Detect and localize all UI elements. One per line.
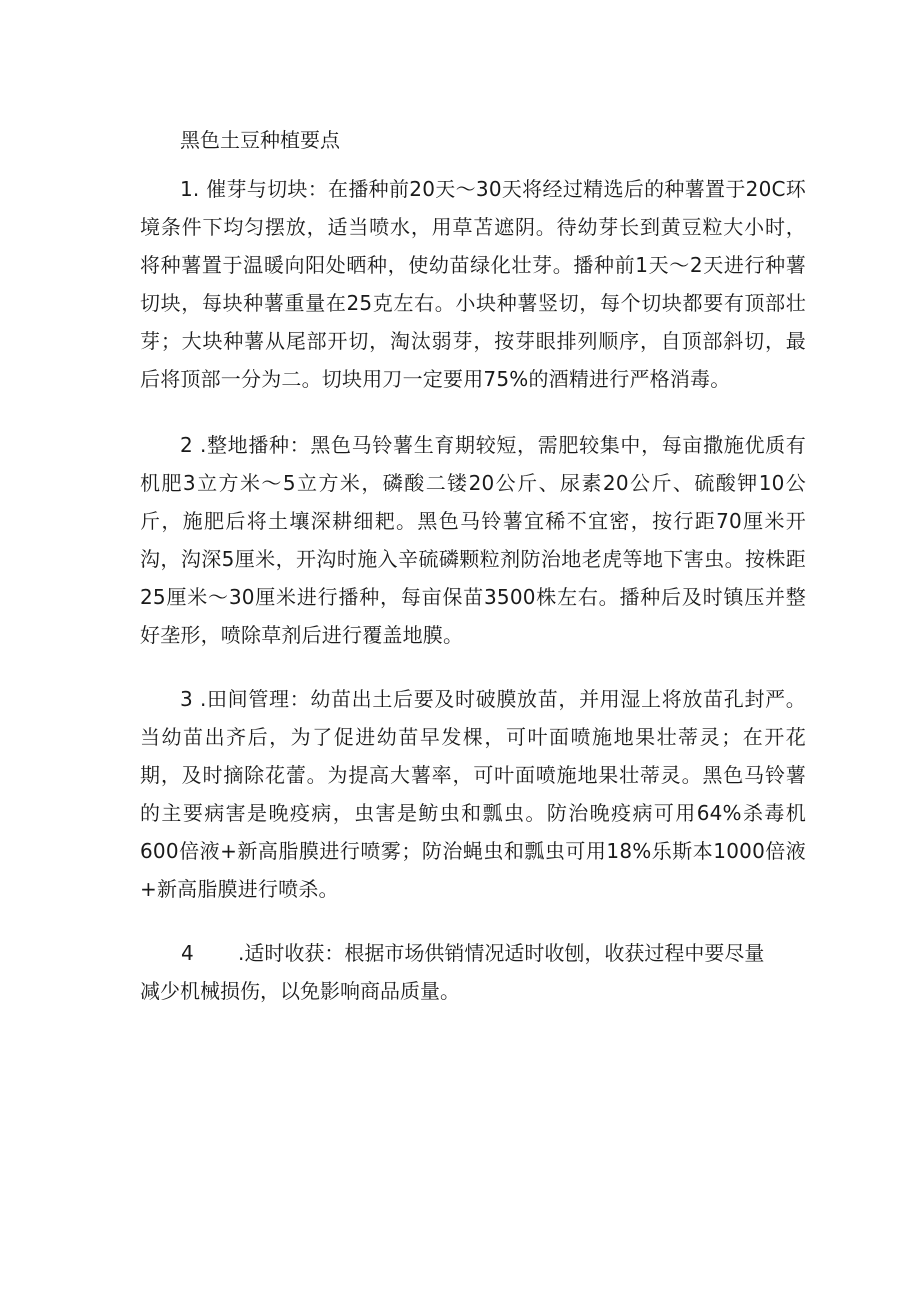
paragraph-harvest-line-2: 减少机械损伤，以免影响商品质量。	[140, 979, 460, 1003]
paragraph-harvest	[140, 934, 806, 1010]
paragraph-harvest-line-1	[140, 934, 806, 972]
paragraph-field-management: 3 .田间管理：幼苗出土后要及时破膜放苗，并用湿上将放苗孔封严。当幼苗出齐后，为了促进幼苗早发棵，可叶面喷施地果壮蒂灵；在开花期，及时摘除花蕾。为提高大薯率，可叶面喷施地果壮蒂灵。黑色马铃薯的主要病害是晚疫病，虫害是鲂虫和瓢虫。防治晚疫病可用64%杀毒机600倍液+新高脂膜进行喷雾；防治蝇虫和瓢虫可用18%乐斯本1000倍液+新高脂膜进行喷杀。	[140, 687, 806, 901]
paragraph-sprouting-cutting: 1. 催芽与切块：在播种前20天～30天将经过精选后的种薯置于20C环境条件下均匀摆放，适当喷水，用草苫遮阴。待幼芽长到黄豆粒大小时，将种薯置于温暖向阳处晒种，使幼苗绿化壮芽。播种前1天～2天进行种薯切块，每块种薯重量在25克左右。小块种薯竖切，每个切块都要有顶部壮芽；大块种薯从尾部开切，淘汰弱芽，按芽眼排列顺序，自顶部斜切，最后将顶部一分为二。切块用刀一定要用75%的酒精进行严格消毒。	[140, 177, 806, 391]
paragraph-harvest-text-1: .适时收获：根据市场供销情况适时收刨，收获过程中要尽量	[238, 941, 765, 965]
document-title: 黑色土豆种植要点	[180, 128, 340, 152]
paragraph-land-preparation-sowing: 2 .整地播种：黑色马铃薯生育期较短，需肥较集中，每亩撒施优质有机肥3立方米～5立方米，磷酸二镂20公斤、尿素20公斤、硫酸钾10公斤，施肥后将土壤深耕细耙。黑色马铃薯宜稀不宜密，按行距70厘米开沟，沟深5厘米，开沟时施入辛硫磷颗粒剂防治地老虎等地下害虫。按株距25厘米～30厘米进行播种，每亩保苗3500株左右。播种后及时镇压并整好垄形，喷除草剂后进行覆盖地膜。	[140, 433, 806, 647]
paragraph-number: 4	[181, 941, 194, 965]
